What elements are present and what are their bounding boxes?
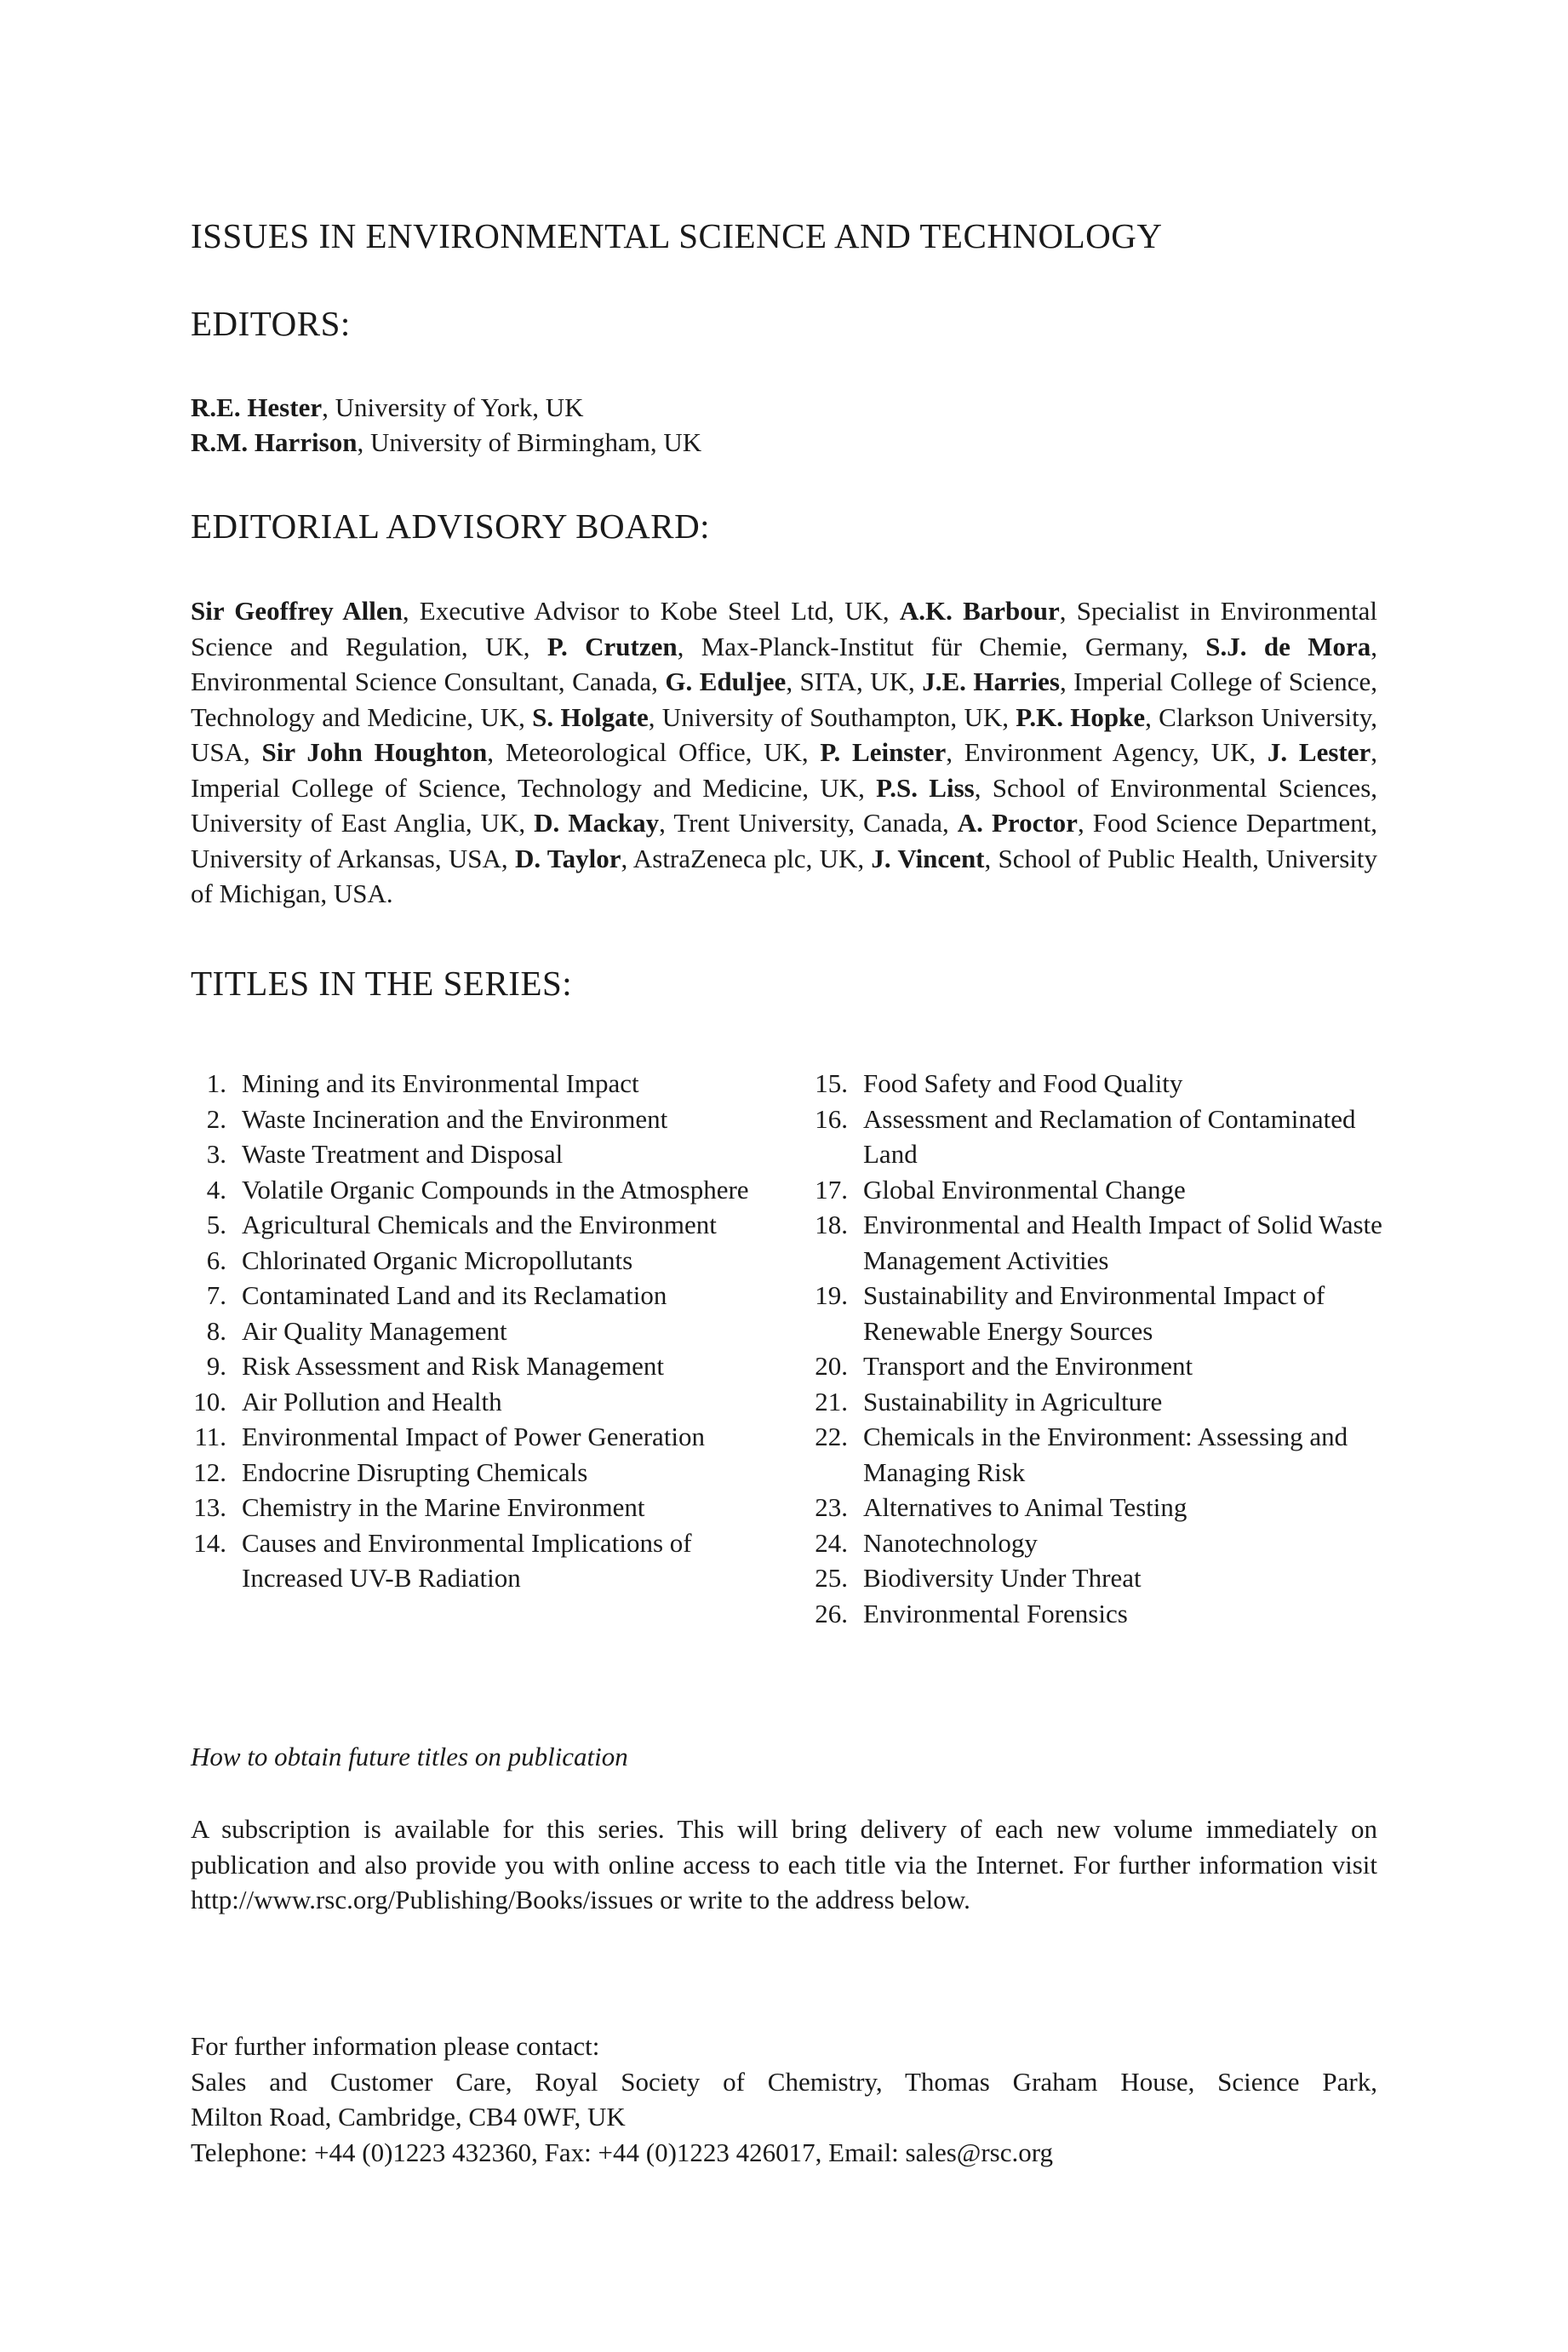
editor-affiliation: , University of Birmingham, UK — [357, 427, 702, 457]
board-member-name: P. Crutzen — [547, 631, 678, 661]
series-title-number: 3. — [206, 1139, 226, 1169]
series-title-text: Air Pollution and Health — [242, 1386, 502, 1416]
series-title-item — [812, 1419, 1382, 1490]
board-member-affiliation: , Max-Planck-Institut für Chemie, Germany, — [677, 631, 1206, 661]
board-member-name: P. Leinster — [820, 737, 947, 767]
contact-intro: For further information please contact: — [191, 2031, 600, 2061]
editor-entry — [191, 390, 701, 425]
series-title-number: 22. — [815, 1422, 848, 1451]
series-title-number: 9. — [206, 1351, 226, 1381]
series-title-item — [191, 1348, 778, 1384]
board-member-affiliation: , University of Southampton, UK, — [648, 701, 1016, 732]
board-member-affiliation: , SITA, UK, — [786, 667, 923, 696]
board-member-name: A. Proctor — [957, 808, 1078, 838]
series-title-text: Transport and the Environment — [863, 1351, 1193, 1381]
series-title-text: Air Quality Management — [242, 1315, 507, 1346]
editors-list — [191, 390, 701, 460]
series-title-text: Environmental Forensics — [863, 1598, 1128, 1628]
series-title-number: 11. — [194, 1422, 226, 1451]
series-title-text: Sustainability in Agriculture — [863, 1386, 1163, 1416]
series-title-number: 24. — [815, 1527, 848, 1558]
board-member-name: Sir Geoffrey Allen — [191, 596, 403, 626]
series-title-number: 15. — [815, 1068, 848, 1098]
board-member-name: P.K. Hopke — [1016, 701, 1146, 732]
series-title-text: Sustainability and Environmental Impact of Renewable Energy Sources — [863, 1280, 1325, 1346]
board-member-affiliation: , Trent University, Canada, — [659, 808, 958, 838]
series-title-item — [191, 1207, 778, 1243]
board-member-name: G. Eduljee — [665, 667, 787, 696]
series-title-item — [812, 1207, 1382, 1278]
series-title-item — [191, 1243, 778, 1279]
series-title-number: 14. — [193, 1527, 226, 1558]
series-title-item — [812, 1348, 1382, 1384]
titles-heading: TITLES IN THE SERIES: — [191, 964, 573, 1003]
series-title-item — [191, 1419, 778, 1455]
series-title-number: 7. — [206, 1280, 226, 1310]
board-member-name: J. Vincent — [871, 843, 985, 873]
series-title-number: 6. — [206, 1245, 226, 1275]
board-member-affiliation: , Imperial College of Science, Technology and Medicine, UK, — [191, 667, 1378, 732]
series-title-item — [191, 1278, 778, 1313]
series-title-item — [191, 1102, 778, 1137]
series-title-text: Waste Treatment and Disposal — [242, 1139, 564, 1169]
series-title-text: Chemicals in the Environment: Assessing and Managing Risk — [863, 1422, 1348, 1487]
series-title-text: Causes and Environmental Implications of Increased UV-B Radiation — [242, 1527, 692, 1593]
board-member-affiliation: , Meteorological Office, UK, — [487, 737, 821, 767]
editor-name: R.M. Harrison — [191, 427, 358, 457]
series-title: ISSUES IN ENVIRONMENTAL SCIENCE AND TECHNOLOGY — [191, 216, 1163, 255]
series-title-item — [191, 1066, 778, 1102]
series-title-item — [812, 1102, 1382, 1172]
series-title-item — [191, 1172, 778, 1208]
series-title-text: Environmental and Health Impact of Solid Waste Management Activities — [863, 1210, 1382, 1275]
board-member-affiliation: , School of Public Health, University of Michigan, USA. — [191, 843, 1378, 908]
series-title-item — [191, 1136, 778, 1172]
board-member-affiliation: , Environment Agency, UK, — [946, 737, 1268, 767]
series-title-number: 13. — [193, 1492, 226, 1522]
series-title-item — [191, 1525, 778, 1596]
series-title-text: Assessment and Reclamation of Contaminated Land — [863, 1103, 1356, 1169]
series-title-number: 26. — [815, 1598, 848, 1628]
series-title-number: 8. — [206, 1315, 226, 1346]
series-title-item — [812, 1278, 1382, 1348]
series-title-text: Chlorinated Organic Micropollutants — [242, 1245, 633, 1275]
editor-name: R.E. Hester — [191, 392, 323, 422]
board-member-name: P.S. Liss — [876, 772, 975, 803]
board-member-name: D. Taylor — [514, 843, 621, 873]
board-member-name: D. Mackay — [534, 808, 660, 838]
series-title-number: 19. — [815, 1280, 848, 1310]
contact-phone-line: Telephone: +44 (0)1223 432360, Fax: +44 (0)1223 426017, Email: sales@rsc.org — [191, 2137, 1054, 2167]
series-title-number: 18. — [815, 1210, 848, 1239]
series-title-item — [812, 1560, 1382, 1596]
editors-heading: EDITORS: — [191, 304, 351, 343]
board-member-name: J. Lester — [1267, 737, 1371, 767]
series-title-item — [191, 1490, 778, 1525]
board-member-name: A.K. Barbour — [899, 596, 1060, 626]
series-title-number: 4. — [206, 1174, 226, 1205]
contact-address-line1: Sales and Customer Care, Royal Society of Chemistry, Thomas Graham House, Science Park, — [191, 2066, 1377, 2097]
series-title-number: 10. — [193, 1386, 226, 1416]
series-title-text: Risk Assessment and Risk Management — [242, 1351, 664, 1381]
series-title-number: 25. — [815, 1563, 848, 1593]
subscription-text — [191, 1811, 1377, 1918]
board-member-name: J.E. Harries — [922, 667, 1060, 696]
advisory-board-heading: EDITORIAL ADVISORY BOARD: — [191, 506, 711, 546]
contact-block — [191, 2029, 1377, 2170]
series-title-item — [812, 1596, 1382, 1632]
series-title-text: Agricultural Chemicals and the Environment — [242, 1210, 717, 1239]
series-title-text: Environmental Impact of Power Generation — [242, 1422, 706, 1451]
board-member-affiliation: , Food Science Department, University of Arkansas, USA, — [191, 808, 1377, 873]
obtain-titles-heading: How to obtain future titles on publication — [191, 1742, 628, 1771]
series-title-item — [812, 1066, 1382, 1102]
titles-list-left — [191, 1066, 778, 1596]
subscription-body: A subscription is available for this series. This will bring delivery of each new volume immediately on publication and also provide you with online access to each title via the Internet. For further information visit http://www.rsc.org/Publishing/Books/issues or write to the address below. — [191, 1814, 1377, 1914]
board-member-name: S.J. de Mora — [1205, 631, 1371, 661]
board-member-affiliation: , Specialist in Environmental Science and Regulation, UK, — [191, 596, 1378, 661]
titles-list-right — [812, 1066, 1382, 1631]
series-title-text: Chemistry in the Marine Environment — [242, 1492, 645, 1522]
series-title-item — [191, 1384, 778, 1420]
series-title-text: Mining and its Environmental Impact — [242, 1068, 639, 1098]
board-member-affiliation: , Clarkson University, USA, — [191, 701, 1378, 767]
series-title-item — [812, 1384, 1382, 1420]
contact-address-line2: Milton Road, Cambridge, CB4 0WF, UK — [191, 2102, 626, 2132]
series-title-number: 1. — [206, 1068, 226, 1098]
board-member-affiliation: , School of Environmental Sciences, University of East Anglia, UK, — [191, 772, 1378, 838]
board-member-name: Sir John Houghton — [261, 737, 488, 767]
board-member-affiliation: , Executive Advisor to Kobe Steel Ltd, UK, — [402, 596, 900, 626]
series-title-number: 20. — [815, 1351, 848, 1381]
series-title-text: Food Safety and Food Quality — [863, 1068, 1183, 1098]
series-title-text: Waste Incineration and the Environment — [242, 1103, 668, 1134]
series-title-number: 16. — [815, 1103, 848, 1134]
series-title-number: 12. — [193, 1456, 226, 1487]
series-title-text: Volatile Organic Compounds in the Atmosphere — [242, 1174, 749, 1205]
editor-entry — [191, 425, 701, 460]
editor-affiliation: , University of York, UK — [322, 392, 584, 422]
series-title-text: Global Environmental Change — [863, 1174, 1186, 1205]
board-member-affiliation: , Imperial College of Science, Technology and Medicine, UK, — [191, 737, 1377, 803]
board-member-name: S. Holgate — [532, 701, 649, 732]
advisory-board-members — [191, 593, 1377, 912]
series-title-text: Endocrine Disrupting Chemicals — [242, 1456, 588, 1487]
series-title-number: 17. — [815, 1174, 848, 1205]
series-title-text: Nanotechnology — [863, 1527, 1038, 1558]
series-title-text: Alternatives to Animal Testing — [863, 1492, 1187, 1522]
series-title-text: Biodiversity Under Threat — [863, 1563, 1142, 1593]
series-title-item — [812, 1525, 1382, 1561]
series-title-number: 2. — [206, 1103, 226, 1134]
series-title-number: 23. — [815, 1492, 848, 1522]
series-title-number: 21. — [815, 1386, 848, 1416]
board-member-affiliation: , AstraZeneca plc, UK, — [621, 843, 872, 873]
series-title-text: Contaminated Land and its Reclamation — [242, 1280, 667, 1310]
series-title-item — [812, 1490, 1382, 1525]
series-title-item — [191, 1313, 778, 1349]
series-title-item — [191, 1455, 778, 1491]
series-title-item — [812, 1172, 1382, 1208]
series-title-number: 5. — [206, 1210, 226, 1239]
board-member-affiliation: , Environmental Science Consultant, Canada, — [191, 631, 1378, 696]
